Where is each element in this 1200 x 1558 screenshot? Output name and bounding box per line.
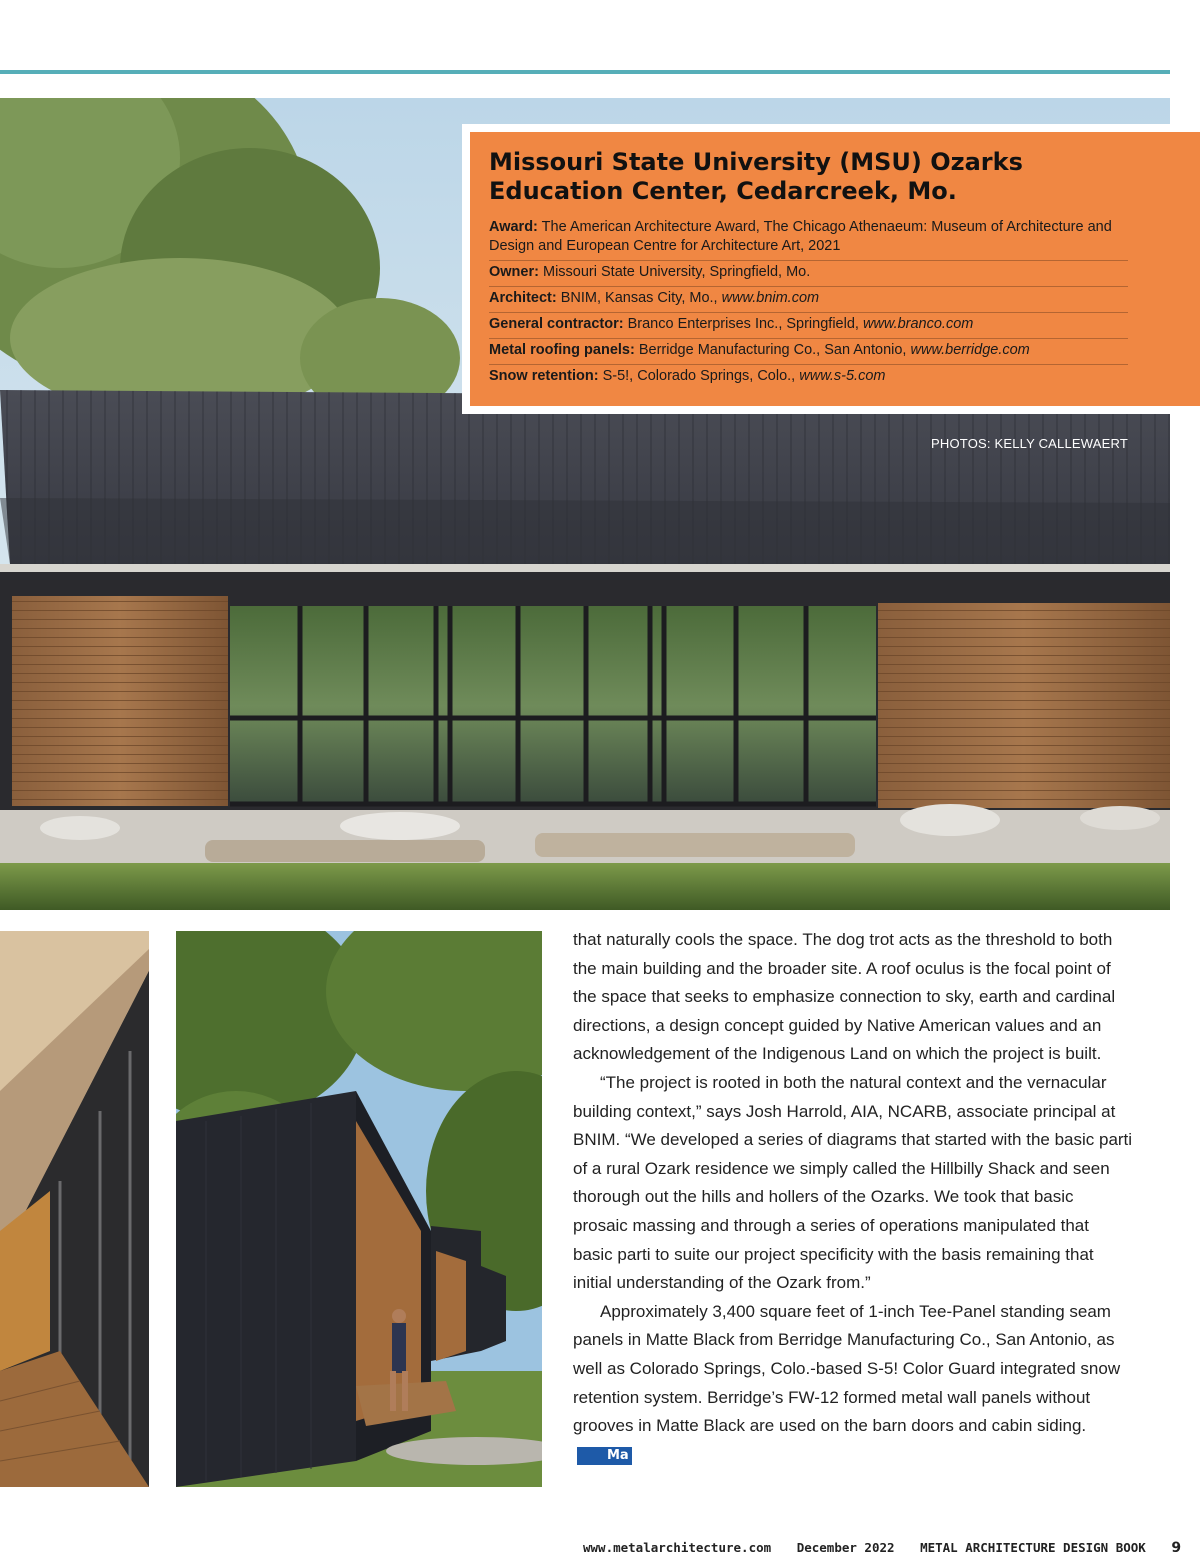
footer-publication: METAL ARCHITECTURE DESIGN BOOK <box>920 1540 1146 1555</box>
cabins-photo <box>176 931 542 1487</box>
info-label: Metal roofing panels: <box>489 342 635 358</box>
footer-date: December 2022 <box>796 1540 895 1555</box>
info-label: Award: <box>489 219 538 235</box>
info-row-general-contractor <box>489 313 1128 339</box>
body-paragraph: “The project is rooted in both the natural context and the vernacular building context,” says Josh Harrold, AIA, NCARB, associate principal at BNIM. “We developed a series of diagrams that started with the basic parti of a rural Ozark residence we simply called the Hillbilly Shack and seen thorough out the hills and hollers of the Ozarks. We took that basic prosaic massing and through a series of operations manipulated that basic parti to suite our project specificity with the basis remaining that initial understanding of the Ozark from.” <box>573 1072 1133 1293</box>
info-link[interactable]: www.s-5.com <box>799 368 886 384</box>
info-text: Missouri State University, Springfield, Mo. <box>542 264 811 280</box>
info-label: General contractor: <box>489 316 624 332</box>
info-row-metal-roofing <box>489 339 1128 365</box>
photo-credit: PHOTOS: KELLY CALLEWAERT <box>931 436 1128 451</box>
info-row-architect <box>489 287 1128 313</box>
page-number: 9 <box>1171 1540 1182 1556</box>
page-footer <box>583 1540 1182 1556</box>
info-row-award <box>489 216 1128 261</box>
project-info-panel <box>470 132 1200 406</box>
body-paragraph-text: Approximately 3,400 square feet of 1-inch Tee-Panel standing seam panels in Matte Black from Berridge Manufacturing Co., San Antonio, as well as Colorado Springs, Colo.-based S-5! Color Guard integrated snow retention system. Berridge’s FW-12 formed metal wall panels without grooves in Matte Black are used on the barn doors and cabin siding. <box>573 1301 1121 1436</box>
info-text: Branco Enterprises Inc., Springfield, <box>627 316 859 332</box>
body-paragraph: that naturally cools the space. The dog trot acts as the threshold to both the main building and the broader site. A roof oculus is the focal point of the space that seeks to emphasize connection to sky, earth and cardinal directions, a design concept guided by Native American values and an acknowledgement of the Indigenous Land on which the project is built. <box>573 930 1116 1064</box>
end-mark-logo: Ma <box>577 1447 632 1465</box>
info-text: S-5!, Colorado Springs, Colo., <box>602 368 796 384</box>
walkway-photo <box>0 931 149 1487</box>
info-label: Owner: <box>489 264 539 280</box>
info-text: Berridge Manufacturing Co., San Antonio, <box>638 342 907 358</box>
info-row-owner <box>489 261 1128 287</box>
info-link[interactable]: www.bnim.com <box>721 290 820 306</box>
project-title: Missouri State University (MSU) Ozarks Education Center, Cedarcreek, Mo. <box>489 148 1023 205</box>
info-link[interactable]: www.berridge.com <box>910 342 1030 358</box>
info-text: The American Architecture Award, The Chicago Athenaeum: Museum of Architecture and Design and European Centre for Architecture Art, 2021 <box>489 219 1112 254</box>
info-row-snow-retention <box>489 365 1128 390</box>
info-text: BNIM, Kansas City, Mo., <box>560 290 718 306</box>
body-paragraph-final <box>573 1298 1133 1470</box>
article-body <box>573 926 1133 1469</box>
top-accent-rule <box>0 70 1170 74</box>
info-link[interactable]: www.branco.com <box>862 316 974 332</box>
info-label: Architect: <box>489 290 557 306</box>
footer-url[interactable]: www.metalarchitecture.com <box>583 1540 772 1555</box>
project-info-box <box>462 124 1200 414</box>
info-label: Snow retention: <box>489 368 599 384</box>
